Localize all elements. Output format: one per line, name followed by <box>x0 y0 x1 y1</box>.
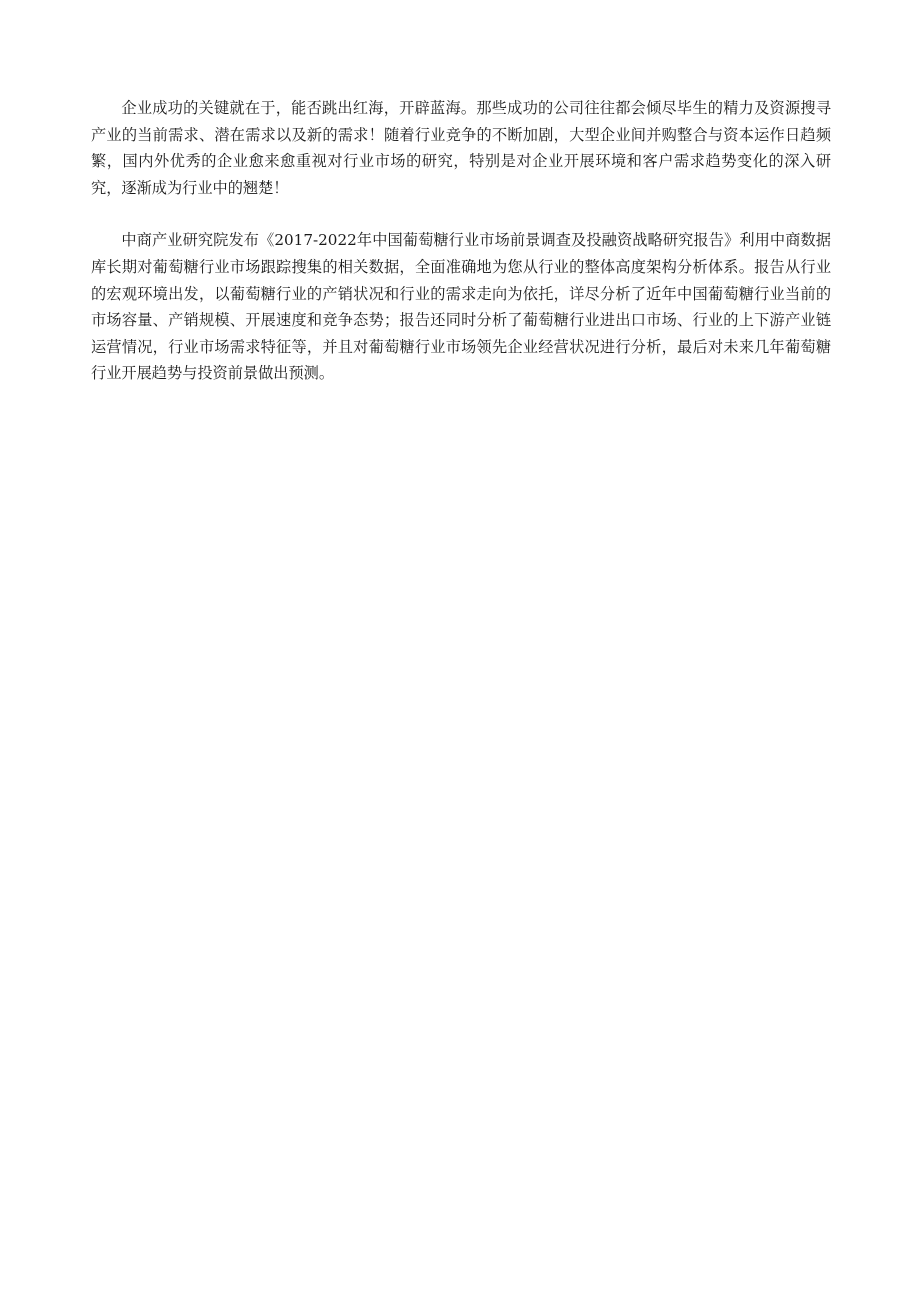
paragraph-report-description: 中商产业研究院发布《2017-2022年中国葡萄糖行业市场前景调查及投融资战略研究报告》利用中商数据库长期对葡萄糖行业市场跟踪搜集的相关数据，全面准确地为您从行业的整体高度架构分析体系。报告从行业的宏观环境出发，以葡萄糖行业的产销状况和行业的需求走向为依托，详尽分析了近年中国葡萄糖行业当前的市场容量、产销规模、开展速度和竞争态势；报告还同时分析了葡萄糖行业进出口市场、行业的上下游产业链运营情况，行业市场需求特征等，并且对葡萄糖行业市场领先企业经营状况进行分析，最后对未来几年葡萄糖行业开展趋势与投资前景做出预测。 <box>91 231 831 383</box>
document-body <box>91 95 831 387</box>
paragraph-intro: 企业成功的关键就在于，能否跳出红海，开辟蓝海。那些成功的公司往往都会倾尽毕生的精力及资源搜寻产业的当前需求、潜在需求以及新的需求！随着行业竞争的不断加剧，大型企业间并购整合与资本运作日趋频繁，国内外优秀的企业愈来愈重视对行业市场的研究，特别是对企业开展环境和客户需求趋势变化的深入研究，逐渐成为行业中的翘楚！ <box>91 99 831 197</box>
